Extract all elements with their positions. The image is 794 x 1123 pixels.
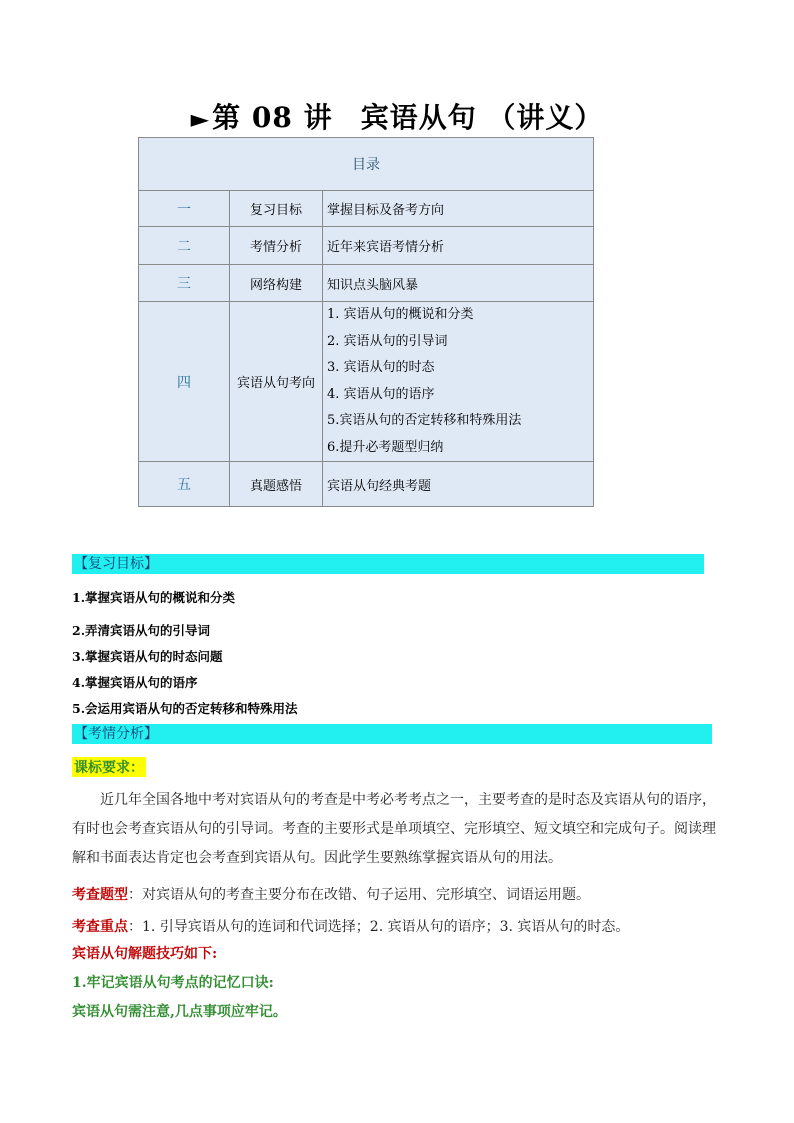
toc-section-desc: 宾语从句经典考题 [323, 462, 594, 507]
review-goal: 4.掌握宾语从句的语序 [72, 675, 198, 690]
toc-section-desc: 近年来宾语考情分析 [323, 227, 594, 265]
toc-row [139, 227, 594, 265]
toc-sub-item: 1. 宾语从句的概说和分类 [327, 307, 474, 322]
toc-num: 五 [139, 462, 230, 507]
title-sub: 宾语从句 （讲义） [360, 101, 604, 134]
toc-row [139, 265, 594, 302]
toc-row [139, 462, 594, 507]
toc-row [139, 191, 594, 227]
toc-num: 四 [139, 302, 230, 462]
toc-section-name: 真题感悟 [230, 462, 323, 507]
review-goal: 2.弄清宾语从句的引导词 [72, 623, 211, 638]
toc-section-name: 复习目标 [230, 191, 323, 227]
toc-section-desc: 掌握目标及备考方向 [323, 191, 594, 227]
toc-num: 一 [139, 191, 230, 227]
title-main: 第 08 讲 [212, 101, 333, 134]
review-goal: 1.掌握宾语从句的概说和分类 [72, 590, 236, 605]
analysis-paragraph: 近几年全国各地中考对宾语从句的考查是中考必考考点之一，主要考查的是时态及宾语从句的语序，有时也会考查宾语从句的引导词。考查的主要形式是单项填空、完形填空、短文填空和完成句子。阅读理解和书面表达肯定也会考查到宾语从句。因此学生要熟练掌握宾语从句的用法。 [72, 792, 716, 866]
toc-sub-item: 2. 宾语从句的引导词 [327, 333, 448, 349]
review-goal: 3.掌握宾语从句的时态问题 [72, 649, 223, 664]
triangle-icon: ► [190, 104, 211, 133]
toc-header: 目录 [139, 138, 594, 191]
tip-item: 宾语从句需注意,几点事项应牢记。 [72, 1004, 287, 1020]
exam-focus-text: ：1. 引导宾语从句的连词和代词选择；2. 宾语从句的语序；3. 宾语从句的时态。 [128, 919, 630, 935]
review-heading: 【复习目标】 [72, 554, 704, 574]
toc-section-name: 考情分析 [230, 227, 323, 265]
curriculum-label: 课标要求： [72, 757, 146, 777]
toc-sub-item: 5.宾语从句的否定转移和特殊用法 [327, 413, 522, 428]
exam-type-line [72, 884, 590, 904]
toc-table [138, 137, 594, 507]
toc-row [139, 302, 594, 462]
toc-sub-item: 4. 宾语从句的语序 [327, 386, 435, 402]
toc-section-desc: 知识点头脑风暴 [323, 265, 594, 302]
review-goal: 5.会运用宾语从句的否定转移和特殊用法 [72, 701, 298, 716]
toc-sub-item: 3. 宾语从句的时态 [327, 360, 435, 375]
analysis-heading: 【考情分析】 [72, 724, 712, 744]
toc-section-items [323, 302, 594, 462]
exam-type-text: ：对宾语从句的考查主要分布在改错、句子运用、完形填空、词语运用题。 [128, 887, 590, 903]
toc-sub-item: 6.提升必考题型归纳 [327, 439, 444, 455]
exam-type-label: 考查题型 [72, 887, 128, 903]
page-title [0, 96, 794, 136]
exam-focus-line [72, 916, 629, 936]
exam-focus-label: 考查重点 [72, 919, 128, 935]
toc-num: 三 [139, 265, 230, 302]
toc-num: 二 [139, 227, 230, 265]
toc-section-name: 网络构建 [230, 265, 323, 302]
tips-heading: 宾语从句解题技巧如下: [72, 946, 218, 962]
toc-section-name: 宾语从句考向 [230, 302, 323, 462]
tip-item: 1.牢记宾语从句考点的记忆口诀: [72, 975, 274, 991]
